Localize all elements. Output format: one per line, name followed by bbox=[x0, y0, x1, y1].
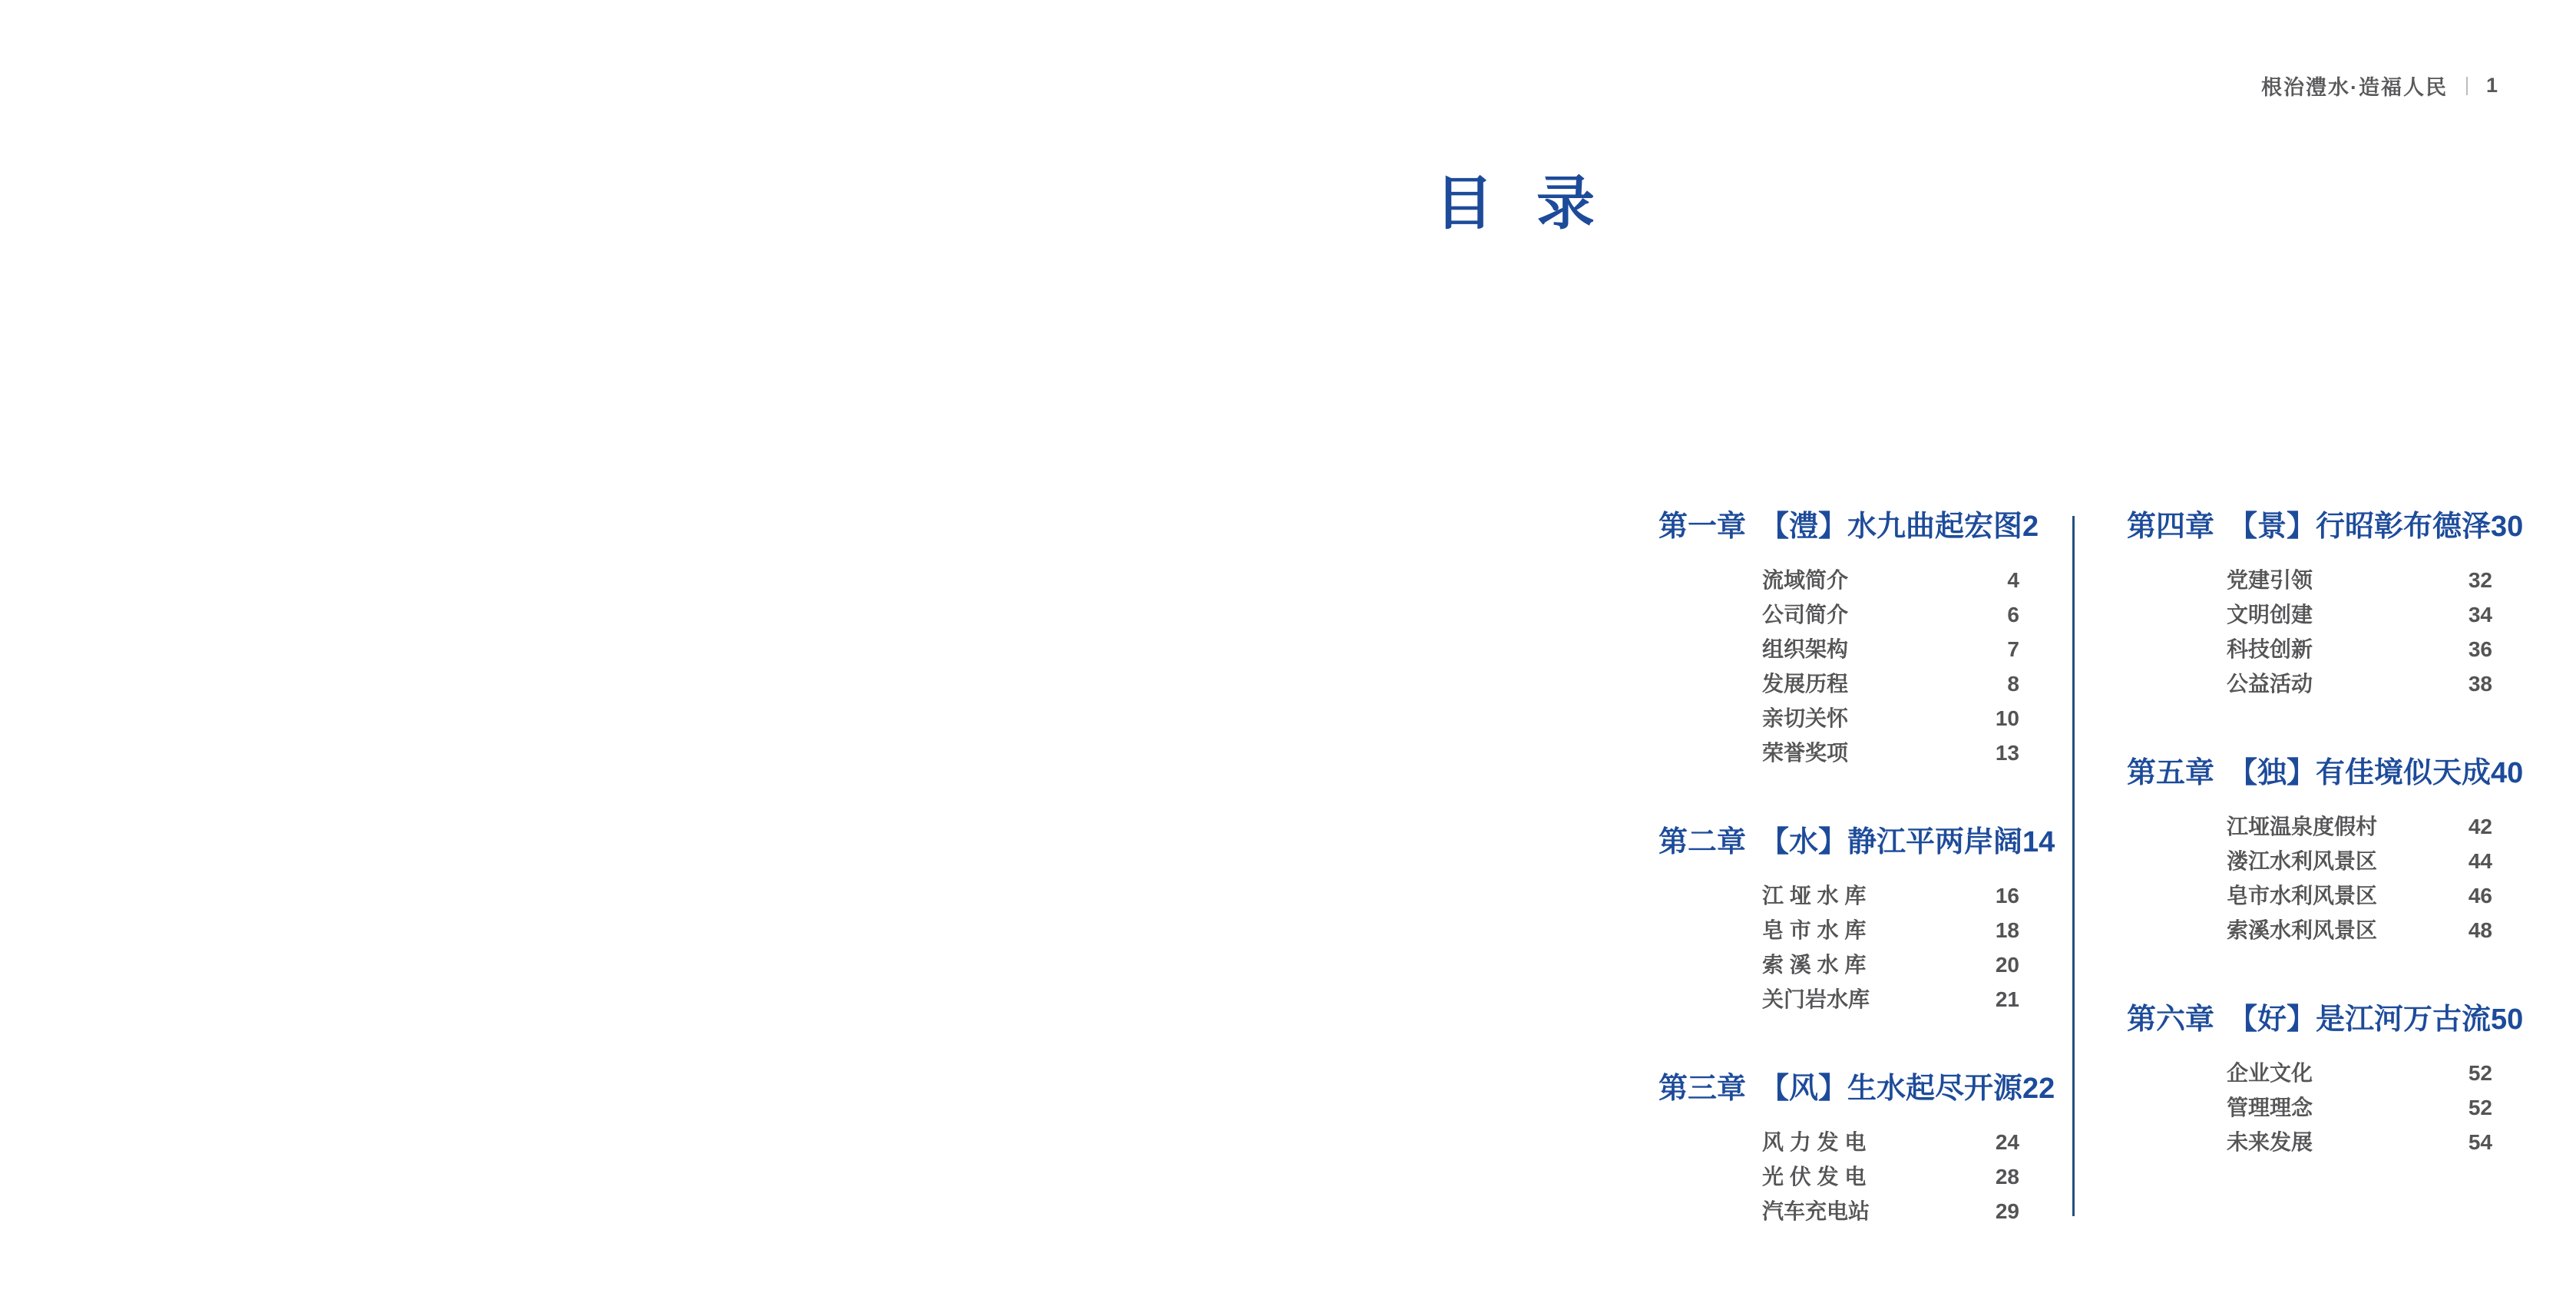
toc-section-right-2 bbox=[2127, 757, 2524, 942]
toc-entry bbox=[1658, 1165, 2019, 1189]
toc-entry-label: 管理理念 bbox=[2227, 1096, 2313, 1119]
toc-entry-page: 54 bbox=[2468, 1130, 2492, 1154]
chapter-label: 第四章 bbox=[2127, 511, 2215, 543]
toc-entry-list bbox=[1658, 1131, 2019, 1223]
page-title-char-2: 录 bbox=[1536, 171, 1595, 236]
toc-entry bbox=[2127, 603, 2492, 627]
chapter-title: 【澧】水九曲起宏图 bbox=[1760, 511, 2023, 543]
toc-entry-label: 关门岩水库 bbox=[1762, 987, 1870, 1011]
toc-entry-label: 索溪水利风景区 bbox=[2227, 918, 2378, 942]
toc-entry-label: 流域简介 bbox=[1762, 568, 1849, 592]
toc-entry-label: 公益活动 bbox=[2227, 672, 2313, 696]
toc-entry bbox=[1658, 742, 2019, 765]
toc-entry bbox=[2127, 1131, 2492, 1154]
toc-entry-label: 皂 市 水 库 bbox=[1762, 918, 1867, 942]
toc-entry-page: 48 bbox=[2468, 918, 2492, 942]
chapter-heading bbox=[1658, 1073, 2055, 1105]
toc-entry-label: 公司简介 bbox=[1762, 603, 1849, 627]
toc-entry-label: 光 伏 发 电 bbox=[1762, 1165, 1867, 1189]
toc-entry bbox=[2127, 815, 2492, 838]
toc-entry bbox=[1658, 673, 2019, 696]
chapter-page-number: 2 bbox=[2022, 511, 2039, 543]
toc-entry-label: 组织架构 bbox=[1762, 637, 1849, 661]
toc-entry-page: 10 bbox=[1995, 706, 2019, 730]
toc-entry-page: 34 bbox=[2468, 603, 2492, 627]
toc-entry bbox=[1658, 884, 2019, 908]
toc-entry-list bbox=[2127, 1062, 2492, 1154]
toc-entry-page: 52 bbox=[2468, 1061, 2492, 1085]
toc-section-left-2 bbox=[1658, 826, 2055, 1011]
chapter-title: 【景】行昭彰布德泽 bbox=[2228, 511, 2492, 543]
toc-entry-page: 7 bbox=[2007, 637, 2019, 661]
chapter-page-number: 50 bbox=[2491, 1003, 2524, 1036]
toc-entry-label: 汽车充电站 bbox=[1762, 1199, 1870, 1223]
toc-entry-page: 20 bbox=[1995, 953, 2019, 977]
toc-section-left-1 bbox=[1658, 511, 2039, 765]
chapter-heading bbox=[2127, 757, 2524, 789]
toc-entry bbox=[2127, 569, 2492, 592]
toc-entry-label: 企业文化 bbox=[2227, 1061, 2313, 1085]
toc-entry bbox=[2127, 673, 2492, 696]
toc-entry-label: 风 力 发 电 bbox=[1762, 1130, 1867, 1154]
toc-entry-page: 36 bbox=[2468, 637, 2492, 661]
chapter-page-number: 14 bbox=[2022, 826, 2055, 858]
toc-entry-list bbox=[2127, 815, 2492, 942]
toc-entry-page: 24 bbox=[1995, 1130, 2019, 1154]
toc-section-right-3 bbox=[2127, 1003, 2524, 1154]
chapter-heading bbox=[1658, 826, 2055, 858]
toc-entry-label: 文明创建 bbox=[2227, 603, 2313, 627]
toc-column-left bbox=[1658, 511, 2055, 1223]
toc-entry-label: 亲切关怀 bbox=[1762, 706, 1849, 730]
chapter-heading bbox=[1658, 511, 2039, 543]
header-page-number: 1 bbox=[2485, 74, 2499, 97]
toc-entry-page: 38 bbox=[2468, 672, 2492, 696]
toc-entry-page: 52 bbox=[2468, 1096, 2492, 1119]
chapter-title: 【风】生水起尽开源 bbox=[1760, 1073, 2023, 1105]
toc-entry-page: 16 bbox=[1995, 884, 2019, 908]
toc-section-left-3 bbox=[1658, 1073, 2055, 1223]
toc-entry-page: 42 bbox=[2468, 815, 2492, 838]
toc-entry bbox=[2127, 884, 2492, 908]
chapter-title: 【水】静江平两岸阔 bbox=[1760, 826, 2023, 858]
toc-entry-label: 党建引领 bbox=[2227, 568, 2313, 592]
header-slogan: 根治澧水·造福人民 bbox=[2260, 76, 2448, 99]
toc-entry-page: 8 bbox=[2007, 672, 2019, 696]
toc-entry-label: 索 溪 水 库 bbox=[1762, 953, 1867, 977]
toc-entry-page: 46 bbox=[2468, 884, 2492, 908]
toc-entry bbox=[1658, 1200, 2019, 1223]
chapter-heading bbox=[2127, 511, 2524, 543]
toc-entry-page: 44 bbox=[2468, 849, 2492, 873]
chapter-label: 第二章 bbox=[1658, 826, 1747, 858]
chapter-label: 第六章 bbox=[2127, 1003, 2215, 1036]
header-separator bbox=[2466, 77, 2468, 95]
chapter-page-number: 22 bbox=[2022, 1073, 2055, 1105]
page-title-char-1: 目 bbox=[1435, 171, 1493, 236]
toc-entry-page: 28 bbox=[1995, 1165, 2019, 1189]
toc-entry-page: 29 bbox=[1995, 1199, 2019, 1223]
toc-entry bbox=[2127, 1062, 2492, 1085]
toc-section-right-1 bbox=[2127, 511, 2524, 696]
toc-entry-label: 发展历程 bbox=[1762, 672, 1849, 696]
chapter-label: 第五章 bbox=[2127, 757, 2215, 789]
toc-column-right bbox=[2127, 511, 2524, 1154]
toc-entry-list bbox=[1658, 884, 2019, 1011]
chapter-label: 第一章 bbox=[1658, 511, 1747, 543]
toc-entry bbox=[1658, 954, 2019, 977]
toc-entry bbox=[1658, 569, 2019, 592]
toc-entry bbox=[1658, 707, 2019, 730]
running-header bbox=[2261, 71, 2499, 101]
toc-entry bbox=[1658, 1131, 2019, 1154]
toc-entry-label: 皂市水利风景区 bbox=[2227, 884, 2378, 908]
chapter-title: 【独】有佳境似天成 bbox=[2228, 757, 2492, 789]
toc-entry-label: 江垭温泉度假村 bbox=[2227, 815, 2378, 838]
chapter-label: 第三章 bbox=[1658, 1073, 1747, 1105]
toc-entry-page: 13 bbox=[1995, 741, 2019, 765]
toc-entry bbox=[2127, 638, 2492, 661]
toc-entry bbox=[1658, 638, 2019, 661]
toc-entry bbox=[2127, 919, 2492, 942]
toc-entry-list bbox=[1658, 569, 2019, 765]
toc-entry-page: 18 bbox=[1995, 918, 2019, 942]
toc-entry-page: 32 bbox=[2468, 568, 2492, 592]
toc-entry-page: 6 bbox=[2007, 603, 2019, 627]
toc-entry-label: 荣誉奖项 bbox=[1762, 741, 1849, 765]
chapter-heading bbox=[2127, 1003, 2524, 1036]
toc-entry-label: 科技创新 bbox=[2227, 637, 2313, 661]
toc-entry-page: 4 bbox=[2007, 568, 2019, 592]
chapter-title: 【好】是江河万古流 bbox=[2228, 1003, 2492, 1036]
toc-entry-label: 溇江水利风景区 bbox=[2227, 849, 2378, 873]
toc-entry bbox=[1658, 988, 2019, 1011]
toc-entry-label: 未来发展 bbox=[2227, 1130, 2313, 1154]
toc-entry-list bbox=[2127, 569, 2492, 696]
toc-entry bbox=[2127, 1096, 2492, 1119]
toc-entry-page: 21 bbox=[1995, 987, 2019, 1011]
toc-column-divider bbox=[2072, 516, 2075, 1216]
toc-entry bbox=[1658, 603, 2019, 627]
chapter-page-number: 40 bbox=[2491, 757, 2524, 789]
toc-entry bbox=[2127, 850, 2492, 873]
page-title bbox=[1435, 172, 1595, 236]
toc-entry-label: 江 垭 水 库 bbox=[1762, 884, 1867, 908]
toc-entry bbox=[1658, 919, 2019, 942]
chapter-page-number: 30 bbox=[2491, 511, 2524, 543]
